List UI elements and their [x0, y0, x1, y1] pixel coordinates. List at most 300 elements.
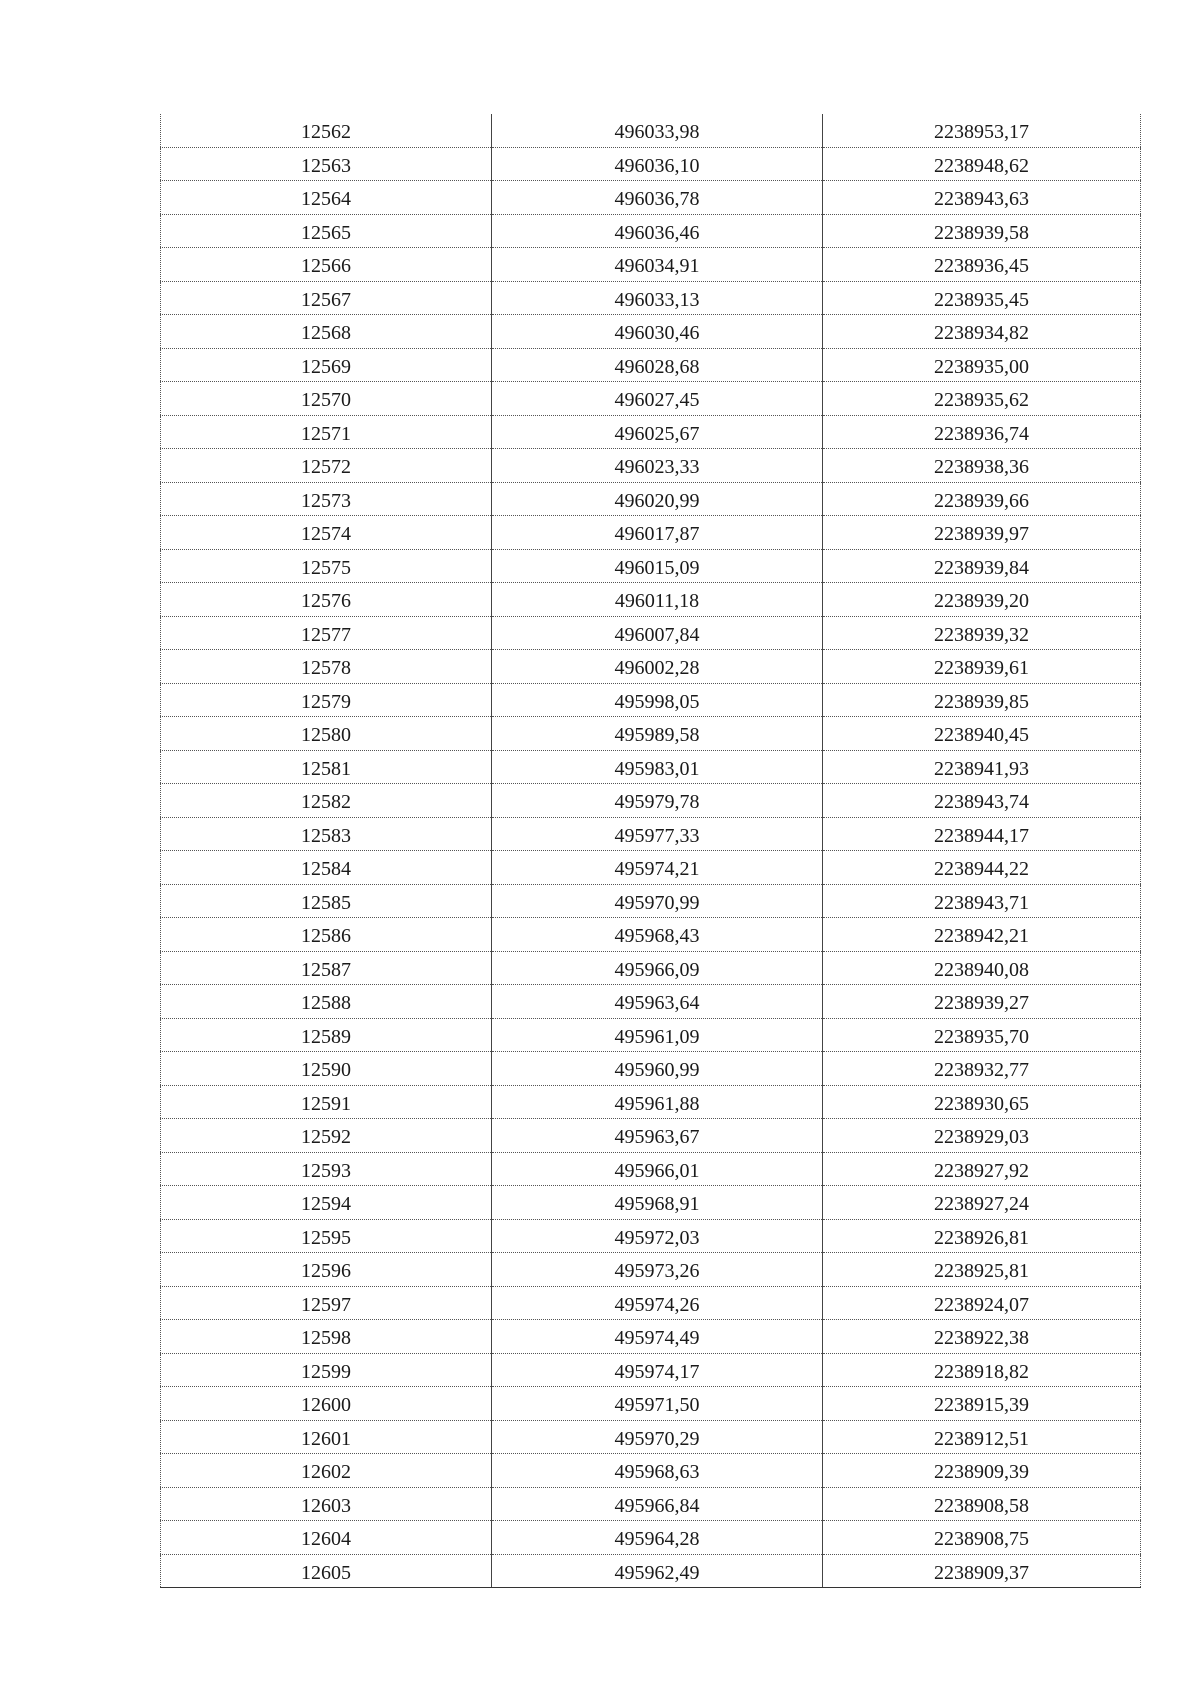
x-coordinate-cell: [492, 1119, 823, 1153]
y-coordinate-cell: [823, 1387, 1141, 1421]
cell-text: 2238948,62: [934, 154, 1029, 177]
cell-text: 2238943,63: [934, 188, 1029, 211]
cell-text: 2238941,93: [934, 757, 1029, 780]
cell-text: 496015,09: [614, 556, 700, 579]
cell-text: 496017,87: [614, 523, 700, 546]
x-coordinate-cell: [492, 214, 823, 248]
x-coordinate-cell: [492, 1320, 823, 1354]
cell-text: 12584: [301, 858, 351, 881]
cell-text: 12597: [301, 1293, 351, 1316]
x-coordinate-cell: [492, 281, 823, 315]
cell-text: 12599: [301, 1360, 351, 1383]
table-row: [161, 683, 1141, 717]
cell-text: 495968,43: [614, 925, 700, 948]
y-coordinate-cell: [823, 214, 1141, 248]
y-coordinate-cell: [823, 1487, 1141, 1521]
cell-text: 495977,33: [614, 824, 700, 847]
y-coordinate-cell: [823, 951, 1141, 985]
table-row: [161, 482, 1141, 516]
point-number-cell: [161, 1152, 492, 1186]
cell-text: 12571: [301, 422, 351, 445]
cell-text: 12576: [301, 590, 351, 613]
cell-text: 12587: [301, 958, 351, 981]
y-coordinate-cell: [823, 1521, 1141, 1555]
x-coordinate-cell: [492, 1454, 823, 1488]
point-number-cell: [161, 1253, 492, 1287]
x-coordinate-cell: [492, 516, 823, 550]
cell-text: 12585: [301, 891, 351, 914]
cell-text: 2238908,58: [934, 1494, 1029, 1517]
cell-text: 2238939,85: [934, 690, 1029, 713]
x-coordinate-cell: [492, 1052, 823, 1086]
cell-text: 495961,09: [614, 1025, 700, 1048]
x-coordinate-cell: [492, 449, 823, 483]
point-number-cell: [161, 1219, 492, 1253]
y-coordinate-cell: [823, 114, 1141, 147]
x-coordinate-cell: [492, 717, 823, 751]
cell-text: 496027,45: [614, 389, 700, 412]
cell-text: 496007,84: [614, 623, 700, 646]
y-coordinate-cell: [823, 784, 1141, 818]
table-row: [161, 248, 1141, 282]
y-coordinate-cell: [823, 1219, 1141, 1253]
y-coordinate-cell: [823, 181, 1141, 215]
y-coordinate-cell: [823, 549, 1141, 583]
x-coordinate-cell: [492, 918, 823, 952]
cell-text: 12581: [301, 757, 351, 780]
x-coordinate-cell: [492, 1253, 823, 1287]
cell-text: 2238939,27: [934, 992, 1029, 1015]
cell-text: 12564: [301, 188, 351, 211]
cell-text: 2238909,37: [934, 1561, 1029, 1584]
x-coordinate-cell: [492, 348, 823, 382]
cell-text: 2238939,84: [934, 556, 1029, 579]
cell-text: 12595: [301, 1226, 351, 1249]
point-number-cell: [161, 884, 492, 918]
cell-text: 2238935,62: [934, 389, 1029, 412]
point-number-cell: [161, 1085, 492, 1119]
cell-text: 2238939,20: [934, 590, 1029, 613]
table-row: [161, 1286, 1141, 1320]
x-coordinate-cell: [492, 181, 823, 215]
point-number-cell: [161, 918, 492, 952]
cell-text: 12567: [301, 288, 351, 311]
y-coordinate-cell: [823, 650, 1141, 684]
point-number-cell: [161, 147, 492, 181]
point-number-cell: [161, 784, 492, 818]
cell-text: 496036,46: [614, 221, 700, 244]
table-row: [161, 1420, 1141, 1454]
point-number-cell: [161, 248, 492, 282]
cell-text: 2238943,71: [934, 891, 1029, 914]
point-number-cell: [161, 449, 492, 483]
point-number-cell: [161, 382, 492, 416]
cell-text: 2238936,45: [934, 255, 1029, 278]
table-row: [161, 348, 1141, 382]
cell-text: 495963,64: [614, 992, 700, 1015]
y-coordinate-cell: [823, 583, 1141, 617]
table-row: [161, 214, 1141, 248]
cell-text: 12565: [301, 221, 351, 244]
cell-text: 2238944,22: [934, 858, 1029, 881]
cell-text: 12572: [301, 456, 351, 479]
cell-text: 495989,58: [614, 724, 700, 747]
cell-text: 495966,84: [614, 1494, 700, 1517]
point-number-cell: [161, 114, 492, 147]
table-row: [161, 1253, 1141, 1287]
cell-text: 495974,26: [614, 1293, 700, 1316]
y-coordinate-cell: [823, 1554, 1141, 1588]
point-number-cell: [161, 616, 492, 650]
point-number-cell: [161, 181, 492, 215]
x-coordinate-cell: [492, 583, 823, 617]
cell-text: 12568: [301, 322, 351, 345]
cell-text: 2238930,65: [934, 1092, 1029, 1115]
cell-text: 2238939,61: [934, 657, 1029, 680]
cell-text: 2238918,82: [934, 1360, 1029, 1383]
y-coordinate-cell: [823, 851, 1141, 885]
x-coordinate-cell: [492, 683, 823, 717]
point-number-cell: [161, 750, 492, 784]
cell-text: 2238936,74: [934, 422, 1029, 445]
cell-text: 2238926,81: [934, 1226, 1029, 1249]
x-coordinate-cell: [492, 851, 823, 885]
table-row: [161, 1387, 1141, 1421]
cell-text: 12573: [301, 489, 351, 512]
y-coordinate-cell: [823, 415, 1141, 449]
point-number-cell: [161, 717, 492, 751]
x-coordinate-cell: [492, 1018, 823, 1052]
cell-text: 12593: [301, 1159, 351, 1182]
point-number-cell: [161, 951, 492, 985]
x-coordinate-cell: [492, 1152, 823, 1186]
cell-text: 496033,98: [614, 121, 700, 144]
y-coordinate-cell: [823, 1018, 1141, 1052]
cell-text: 2238927,92: [934, 1159, 1029, 1182]
table-row: [161, 449, 1141, 483]
cell-text: 496025,67: [614, 422, 700, 445]
cell-text: 2238935,00: [934, 355, 1029, 378]
y-coordinate-cell: [823, 516, 1141, 550]
cell-text: 495973,26: [614, 1260, 700, 1283]
cell-text: 495971,50: [614, 1394, 700, 1417]
y-coordinate-cell: [823, 683, 1141, 717]
table-row: [161, 415, 1141, 449]
y-coordinate-cell: [823, 482, 1141, 516]
point-number-cell: [161, 817, 492, 851]
table-row: [161, 114, 1141, 147]
cell-text: 495968,63: [614, 1461, 700, 1484]
x-coordinate-cell: [492, 1387, 823, 1421]
table-row: [161, 951, 1141, 985]
point-number-cell: [161, 1387, 492, 1421]
x-coordinate-cell: [492, 1521, 823, 1555]
y-coordinate-cell: [823, 1420, 1141, 1454]
y-coordinate-cell: [823, 717, 1141, 751]
table-row: [161, 884, 1141, 918]
cell-text: 495961,88: [614, 1092, 700, 1115]
y-coordinate-cell: [823, 1286, 1141, 1320]
x-coordinate-cell: [492, 1085, 823, 1119]
cell-text: 12596: [301, 1260, 351, 1283]
point-number-cell: [161, 1018, 492, 1052]
cell-text: 12575: [301, 556, 351, 579]
point-number-cell: [161, 348, 492, 382]
cell-text: 495974,49: [614, 1327, 700, 1350]
cell-text: 12605: [301, 1561, 351, 1584]
cell-text: 2238953,17: [934, 121, 1029, 144]
cell-text: 12598: [301, 1327, 351, 1350]
cell-text: 12577: [301, 623, 351, 646]
y-coordinate-cell: [823, 817, 1141, 851]
table-row: [161, 1554, 1141, 1588]
coordinates-table-body: [161, 114, 1141, 1588]
cell-text: 12563: [301, 154, 351, 177]
y-coordinate-cell: [823, 382, 1141, 416]
x-coordinate-cell: [492, 985, 823, 1019]
cell-text: 2238943,74: [934, 791, 1029, 814]
cell-text: 2238912,51: [934, 1427, 1029, 1450]
x-coordinate-cell: [492, 1286, 823, 1320]
point-number-cell: [161, 415, 492, 449]
cell-text: 496002,28: [614, 657, 700, 680]
x-coordinate-cell: [492, 951, 823, 985]
y-coordinate-cell: [823, 616, 1141, 650]
cell-text: 496033,13: [614, 288, 700, 311]
cell-text: 12580: [301, 724, 351, 747]
table-row: [161, 1186, 1141, 1220]
cell-text: 12590: [301, 1059, 351, 1082]
y-coordinate-cell: [823, 248, 1141, 282]
table-row: [161, 315, 1141, 349]
y-coordinate-cell: [823, 918, 1141, 952]
cell-text: 12604: [301, 1528, 351, 1551]
cell-text: 496030,46: [614, 322, 700, 345]
x-coordinate-cell: [492, 382, 823, 416]
table-row: [161, 1320, 1141, 1354]
table-row: [161, 281, 1141, 315]
y-coordinate-cell: [823, 1454, 1141, 1488]
x-coordinate-cell: [492, 750, 823, 784]
cell-text: 12578: [301, 657, 351, 680]
cell-text: 12579: [301, 690, 351, 713]
cell-text: 495966,09: [614, 958, 700, 981]
y-coordinate-cell: [823, 1320, 1141, 1354]
point-number-cell: [161, 482, 492, 516]
cell-text: 496020,99: [614, 489, 700, 512]
table-row: [161, 1487, 1141, 1521]
cell-text: 12570: [301, 389, 351, 412]
cell-text: 2238934,82: [934, 322, 1029, 345]
cell-text: 2238940,45: [934, 724, 1029, 747]
cell-text: 12600: [301, 1394, 351, 1417]
cell-text: 495974,17: [614, 1360, 700, 1383]
cell-text: 2238915,39: [934, 1394, 1029, 1417]
table-row: [161, 817, 1141, 851]
cell-text: 495998,05: [614, 690, 700, 713]
y-coordinate-cell: [823, 348, 1141, 382]
cell-text: 12602: [301, 1461, 351, 1484]
table-row: [161, 181, 1141, 215]
y-coordinate-cell: [823, 281, 1141, 315]
cell-text: 12562: [301, 121, 351, 144]
cell-text: 495968,91: [614, 1193, 700, 1216]
table-row: [161, 918, 1141, 952]
cell-text: 495970,99: [614, 891, 700, 914]
cell-text: 12588: [301, 992, 351, 1015]
cell-text: 495972,03: [614, 1226, 700, 1249]
x-coordinate-cell: [492, 415, 823, 449]
point-number-cell: [161, 315, 492, 349]
x-coordinate-cell: [492, 1353, 823, 1387]
x-coordinate-cell: [492, 616, 823, 650]
x-coordinate-cell: [492, 817, 823, 851]
point-number-cell: [161, 1286, 492, 1320]
point-number-cell: [161, 1420, 492, 1454]
table-row: [161, 382, 1141, 416]
y-coordinate-cell: [823, 1085, 1141, 1119]
x-coordinate-cell: [492, 1554, 823, 1588]
table-row: [161, 750, 1141, 784]
cell-text: 2238939,58: [934, 221, 1029, 244]
cell-text: 2238908,75: [934, 1528, 1029, 1551]
cell-text: 495960,99: [614, 1059, 700, 1082]
table-row: [161, 1018, 1141, 1052]
table-row: [161, 616, 1141, 650]
cell-text: 2238922,38: [934, 1327, 1029, 1350]
cell-text: 12566: [301, 255, 351, 278]
cell-text: 12594: [301, 1193, 351, 1216]
table-row: [161, 147, 1141, 181]
y-coordinate-cell: [823, 147, 1141, 181]
table-row: [161, 1052, 1141, 1086]
x-coordinate-cell: [492, 1219, 823, 1253]
x-coordinate-cell: [492, 884, 823, 918]
cell-text: 2238944,17: [934, 824, 1029, 847]
table-row: [161, 985, 1141, 1019]
x-coordinate-cell: [492, 114, 823, 147]
cell-text: 2238939,32: [934, 623, 1029, 646]
cell-text: 2238909,39: [934, 1461, 1029, 1484]
y-coordinate-cell: [823, 985, 1141, 1019]
point-number-cell: [161, 851, 492, 885]
x-coordinate-cell: [492, 1420, 823, 1454]
cell-text: 12582: [301, 791, 351, 814]
x-coordinate-cell: [492, 1186, 823, 1220]
table-row: [161, 650, 1141, 684]
x-coordinate-cell: [492, 147, 823, 181]
cell-text: 2238935,45: [934, 288, 1029, 311]
cell-text: 495963,67: [614, 1126, 700, 1149]
cell-text: 2238940,08: [934, 958, 1029, 981]
y-coordinate-cell: [823, 1353, 1141, 1387]
point-number-cell: [161, 1454, 492, 1488]
cell-text: 496036,10: [614, 154, 700, 177]
point-number-cell: [161, 1186, 492, 1220]
point-number-cell: [161, 583, 492, 617]
y-coordinate-cell: [823, 1119, 1141, 1153]
x-coordinate-cell: [492, 650, 823, 684]
table-row: [161, 549, 1141, 583]
y-coordinate-cell: [823, 1186, 1141, 1220]
y-coordinate-cell: [823, 1052, 1141, 1086]
point-number-cell: [161, 1052, 492, 1086]
cell-text: 496034,91: [614, 255, 700, 278]
cell-text: 2238939,66: [934, 489, 1029, 512]
point-number-cell: [161, 281, 492, 315]
cell-text: 12574: [301, 523, 351, 546]
x-coordinate-cell: [492, 784, 823, 818]
table-row: [161, 583, 1141, 617]
cell-text: 2238942,21: [934, 925, 1029, 948]
table-row: [161, 784, 1141, 818]
coordinates-table: [160, 114, 1141, 1588]
point-number-cell: [161, 1353, 492, 1387]
x-coordinate-cell: [492, 549, 823, 583]
y-coordinate-cell: [823, 1152, 1141, 1186]
table-row: [161, 851, 1141, 885]
point-number-cell: [161, 650, 492, 684]
cell-text: 12569: [301, 355, 351, 378]
table-row: [161, 516, 1141, 550]
point-number-cell: [161, 683, 492, 717]
cell-text: 2238925,81: [934, 1260, 1029, 1283]
x-coordinate-cell: [492, 248, 823, 282]
cell-text: 2238924,07: [934, 1293, 1029, 1316]
cell-text: 2238932,77: [934, 1059, 1029, 1082]
point-number-cell: [161, 516, 492, 550]
point-number-cell: [161, 1521, 492, 1555]
table-row: [161, 1521, 1141, 1555]
cell-text: 12583: [301, 824, 351, 847]
cell-text: 495983,01: [614, 757, 700, 780]
y-coordinate-cell: [823, 884, 1141, 918]
table-row: [161, 1085, 1141, 1119]
x-coordinate-cell: [492, 482, 823, 516]
cell-text: 495964,28: [614, 1528, 700, 1551]
cell-text: 2238935,70: [934, 1025, 1029, 1048]
cell-text: 12601: [301, 1427, 351, 1450]
table-row: [161, 1219, 1141, 1253]
point-number-cell: [161, 1487, 492, 1521]
point-number-cell: [161, 985, 492, 1019]
cell-text: 495970,29: [614, 1427, 700, 1450]
x-coordinate-cell: [492, 315, 823, 349]
table-row: [161, 1119, 1141, 1153]
cell-text: 12591: [301, 1092, 351, 1115]
cell-text: 12592: [301, 1126, 351, 1149]
cell-text: 2238927,24: [934, 1193, 1029, 1216]
cell-text: 496028,68: [614, 355, 700, 378]
table-row: [161, 1454, 1141, 1488]
cell-text: 2238929,03: [934, 1126, 1029, 1149]
cell-text: 496023,33: [614, 456, 700, 479]
y-coordinate-cell: [823, 750, 1141, 784]
cell-text: 2238938,36: [934, 456, 1029, 479]
cell-text: 495974,21: [614, 858, 700, 881]
table-row: [161, 717, 1141, 751]
cell-text: 12589: [301, 1025, 351, 1048]
cell-text: 2238939,97: [934, 523, 1029, 546]
cell-text: 12603: [301, 1494, 351, 1517]
point-number-cell: [161, 214, 492, 248]
point-number-cell: [161, 1320, 492, 1354]
y-coordinate-cell: [823, 1253, 1141, 1287]
x-coordinate-cell: [492, 1487, 823, 1521]
y-coordinate-cell: [823, 315, 1141, 349]
cell-text: 495979,78: [614, 791, 700, 814]
y-coordinate-cell: [823, 449, 1141, 483]
